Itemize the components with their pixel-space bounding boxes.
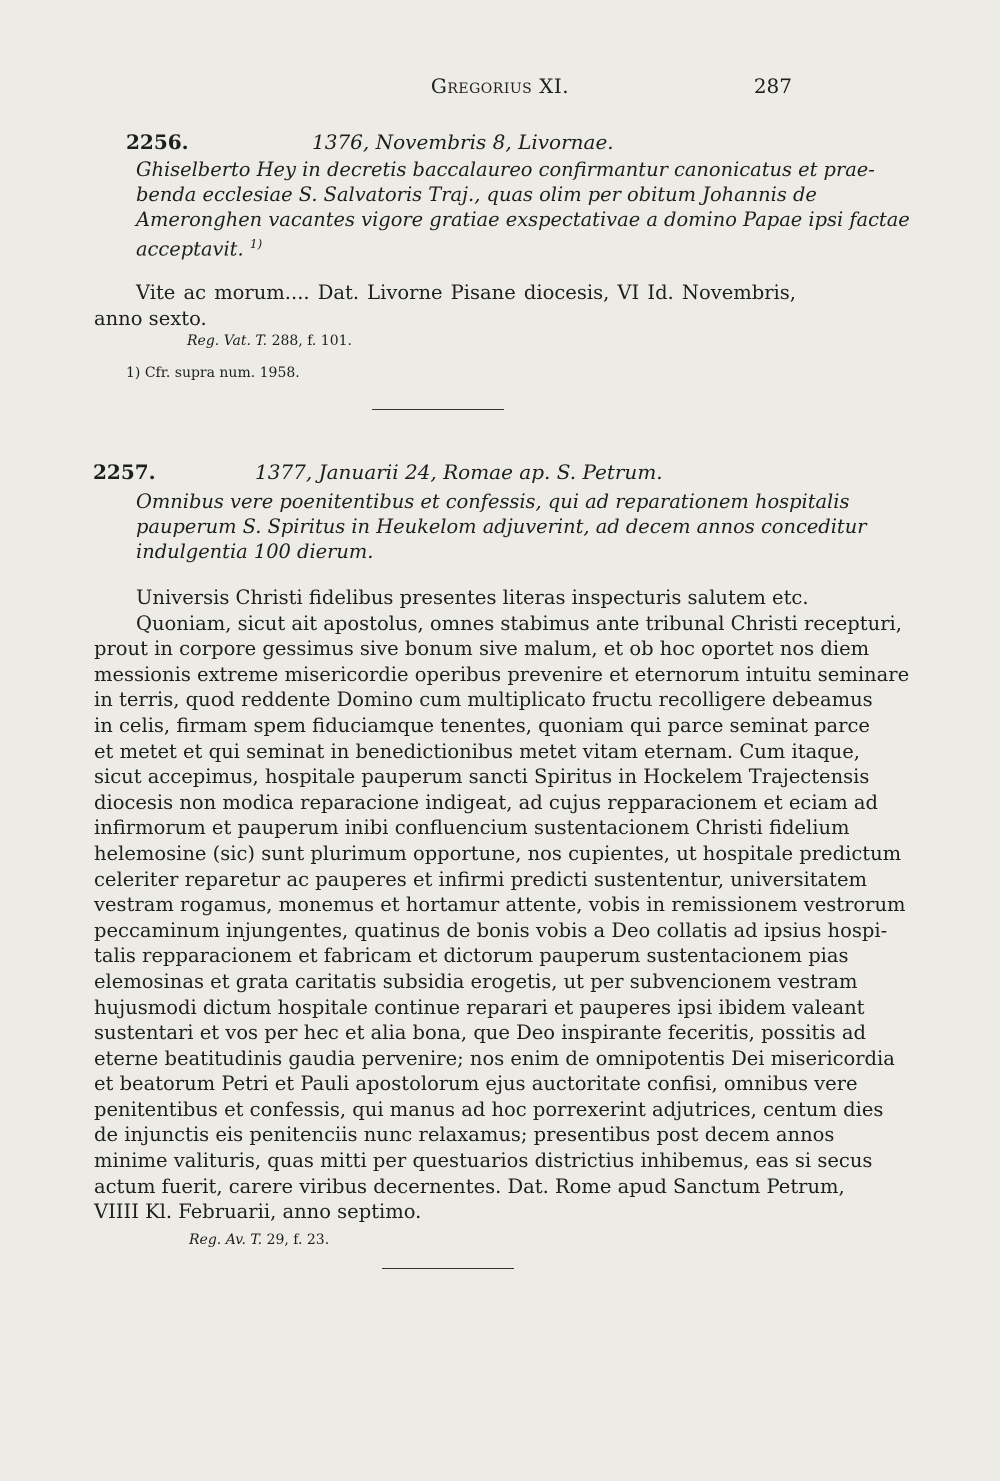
text-line: prout in corpore gessimus sive bonum sive malum, et ob hoc oportet nos diem [94, 637, 870, 661]
text-line: elemosinas et grata caritatis subsidia erogetis, ut per subvencionem vestram [94, 969, 858, 993]
text-line: actum fuerit, carere viribus decernentes. Dat. Rome apud Sanctum Petrum, [94, 1174, 845, 1198]
regest-line: pauperum S. Spiritus in Heukelom adjuverint, ad decem annos conceditur [136, 515, 867, 538]
text-line: talis repparacionem et fabricam et dictorum pauperum sustentacionem pias [94, 944, 849, 968]
entry-text [94, 585, 910, 1225]
entry-date: 1377, Januarii 24, Romae ap. S. Petrum. [255, 460, 663, 484]
text-line: messionis extreme misericordie operibus prevenire et eternorum intuitu seminare [94, 662, 910, 686]
text-line: minime valituris, quas mitti per questuarios districtius inhibemus, eas si secus [94, 1149, 873, 1173]
entry-number: 2257. [93, 460, 156, 484]
text-line: vestram rogamus, monemus et hortamur attente, vobis in remissionem vestrorum [94, 893, 906, 917]
regest-line-last: acceptavit. $^{1)}$ [136, 237, 263, 261]
regest-line: Ghiselberto Hey in decretis baccalaureo confirmantur canonicatus et prae- [136, 158, 875, 181]
text-line: sustentari et vos per hec et alia bona, que Deo inspirante feceritis, possitis ad [94, 1021, 866, 1045]
source-reference [189, 1232, 329, 1248]
text-line: et metet et qui seminat in benedictionibus metet vitam eternam. Cum itaque, [94, 739, 860, 763]
text-line: Vite ac morum.... Dat. Livorne Pisane diocesis, VI Id. Novembris, [136, 281, 796, 304]
source-label: Reg. Av. T. [189, 1232, 263, 1248]
source-reference [187, 333, 352, 349]
footnote-mark: 1) [249, 237, 263, 251]
source-value: 288, f. 101. [271, 333, 352, 349]
section-divider [372, 409, 504, 410]
source-label: Reg. Vat. T. [187, 333, 268, 349]
footnote: 1) Cfr. supra num. 1958. [126, 365, 300, 381]
entry-text [94, 280, 796, 331]
page-number: 287 [753, 74, 792, 98]
entry-regest [136, 489, 867, 564]
regest-line: Ameronghen vacantes vigore gratiae exspectativae a domino Papae ipsi factae [136, 208, 910, 231]
entry-number: 2256. [126, 130, 189, 154]
regest-line: benda ecclesiae S. Salvatoris Traj., quas olim per obitum Johannis de [136, 183, 817, 206]
text-line: de injunctis eis penitenciis nunc relaxamus; presentibus post decem annos [94, 1123, 835, 1147]
text-line: sicut accepimus, hospitale pauperum sancti Spiritus in Hockelem Trajectensis [94, 765, 870, 789]
text-line: et beatorum Petri et Pauli apostolorum ejus auctoritate confisi, omnibus vere [94, 1072, 858, 1096]
entry-date: 1376, Novembris 8, Livornae. [312, 130, 614, 154]
text-line: hujusmodi dictum hospitale continue reparari et pauperes ipsi ibidem valeant [94, 995, 865, 1019]
text-line: Universis Christi fidelibus presentes literas inspecturis salutem etc. [136, 586, 809, 609]
source-value: 29, f. 23. [266, 1232, 330, 1248]
text-line: in terris, quod reddente Domino cum multiplicato fructu recolligere debeamus [94, 688, 873, 712]
text-line: helemosine (sic) sunt plurimum opportune, nos cupientes, ut hospitale predictum [94, 841, 902, 865]
running-head: Gregorius XI. [430, 74, 570, 98]
text-line: penitentibus et confessis, qui manus ad hoc porrexerint adjutrices, centum dies [94, 1097, 884, 1121]
text-line: infirmorum et pauperum inibi confluencium sustentacionem Christi fidelium [94, 816, 850, 840]
text-line: in celis, firmam spem fiduciamque tenentes, quoniam qui parce seminat parce [94, 713, 870, 737]
text-line: peccaminum injungentes, quatinus de bonis vobis a Deo collatis ad ipsius hospi- [94, 918, 888, 942]
text-line: celeriter reparetur ac pauperes et infirmi predicti sustententur, universitatem [94, 867, 868, 891]
text-line: diocesis non modica reparacione indigeat, ad cujus repparacionem et eciam ad [94, 790, 879, 814]
text-line: anno sexto. [94, 306, 207, 330]
text-line: VIIII Kl. Februarii, anno septimo. [94, 1200, 422, 1224]
regest-line: Omnibus vere poenitentibus et confessis, qui ad reparationem hospitalis [136, 490, 850, 513]
text-line: Quoniam, sicut ait apostolus, omnes stabimus ante tribunal Christi recepturi, [136, 611, 902, 635]
text-line: eterne beatitudinis gaudia pervenire; nos enim de omnipotentis Dei misericordia [94, 1046, 895, 1070]
entry-regest [136, 157, 910, 261]
regest-line: indulgentia 100 dierum. [136, 540, 374, 563]
section-divider [382, 1268, 514, 1269]
